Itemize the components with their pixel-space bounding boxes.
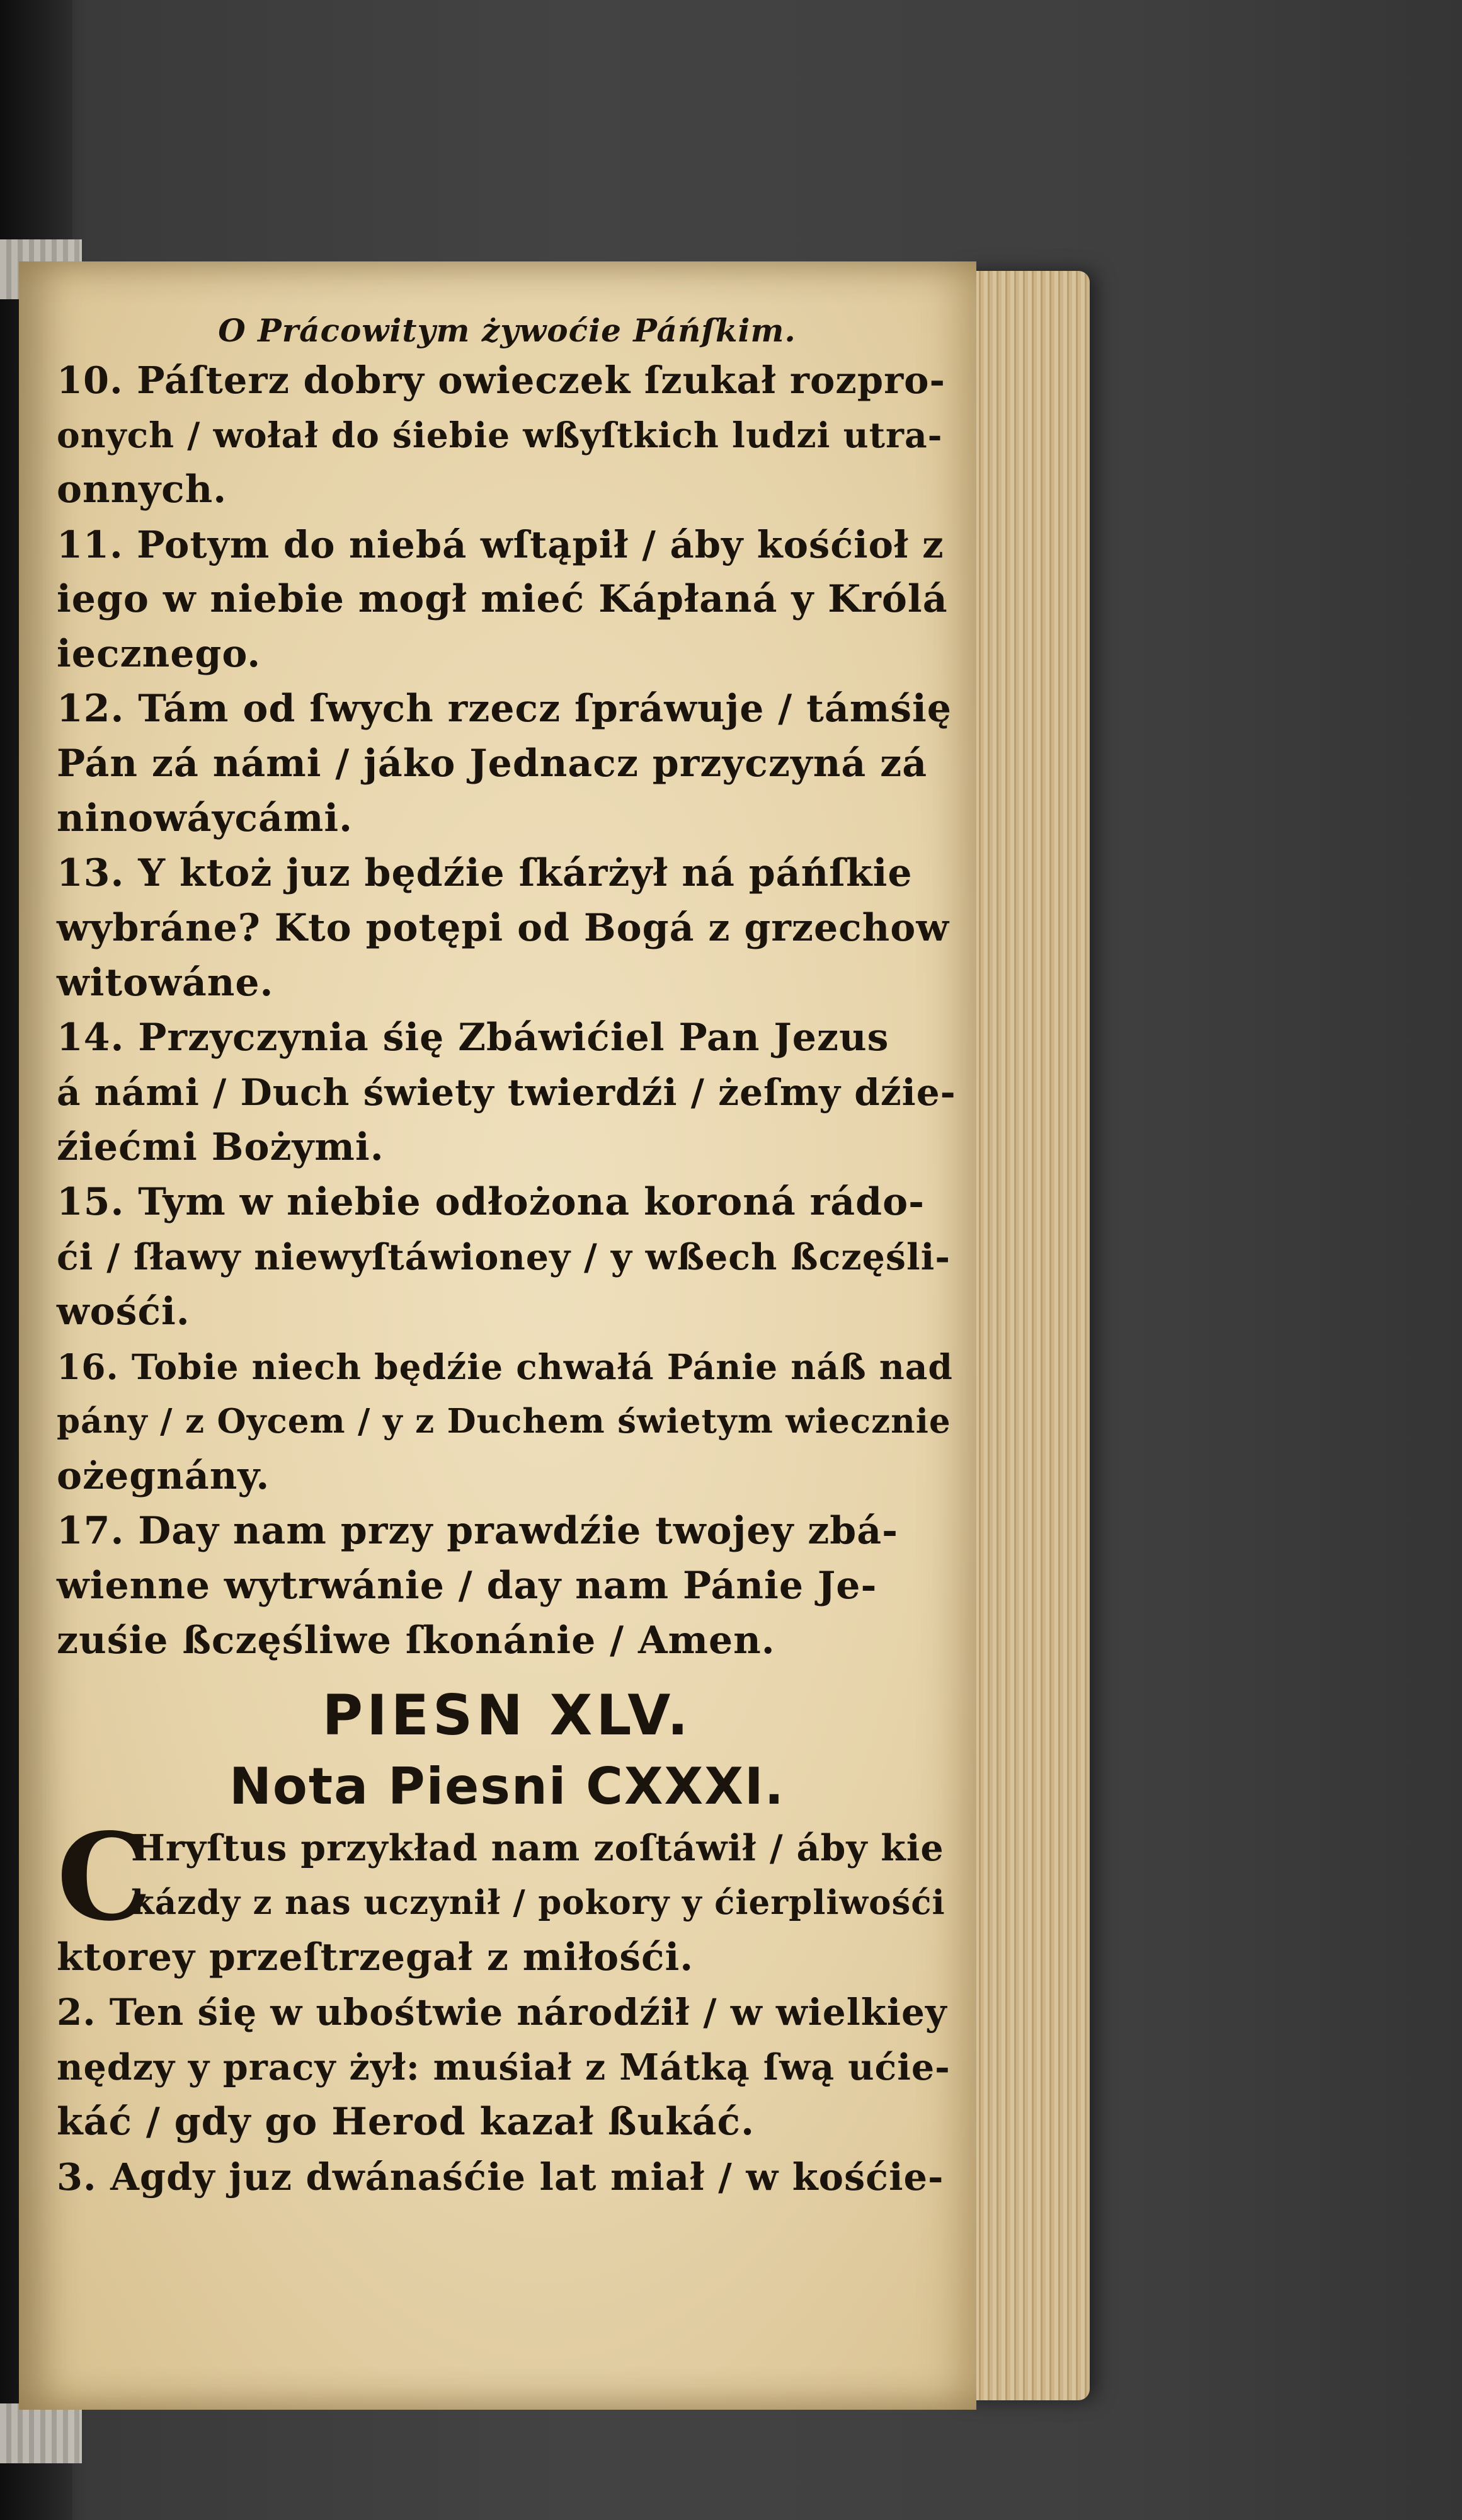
text-line: wośći. [57, 1290, 190, 1334]
stanza-line: nędzy y pracy żył: muśiał z Mátką ſwą ućie- [57, 2046, 951, 2088]
text-line: wienne wytrwánie / day nam Pánie Je- [57, 1564, 877, 1608]
hymn-title: PIESN XLV. [322, 1683, 692, 1748]
text-line: ninowáycámi. [57, 796, 353, 840]
text-line: 17. Day nam przy prawdźie twojey zbá- [57, 1509, 898, 1553]
stanza-line: káć / gdy go Herod kazał ßukáć. [57, 2100, 755, 2144]
page-text [57, 312, 957, 2204]
stanza-line: 3. Agdy juz dwánaśćie lat miał / w kośćie- [57, 2155, 944, 2199]
text-line: Pán zá námi / jáko Jednacz przyczyná zá [57, 742, 928, 786]
hymn-first-verse [57, 1807, 957, 1985]
text-line: á námi / Duch świety twierdźi / żeſmy dźie- [57, 1071, 956, 1114]
text-line: iego w niebie mogł mieć Kápłaná y Królá [57, 577, 948, 621]
text-line: onych / wołał do śiebie wßyſtkich ludzi utra- [57, 415, 943, 455]
text-line: ożegnány. [57, 1454, 270, 1498]
verse-line: Hryſtus przykład nam zoſtáwił / áby kie [131, 1827, 944, 1869]
text-line: onnych. [57, 467, 227, 512]
binding-strap-bottom [0, 2403, 82, 2463]
text-line: iecznego. [57, 632, 261, 676]
drop-cap-initial: C [57, 1807, 152, 1947]
text-line: ći / ſławy niewyſtáwioney / y wßech ßczęśli- [57, 1236, 951, 1278]
page-edges [957, 271, 1090, 2400]
verse-line: ktorey przeſtrzegał z miłośći. [57, 1935, 694, 1979]
text-line: 15. Tym w niebie odłożona koroná rádo- [57, 1180, 925, 1224]
text-line: 10. Páſterz dobry owieczek ſzukał rozpro- [57, 358, 945, 402]
verse-line: kázdy z nas uczynił / pokory y ćierpliwośći [131, 1883, 945, 1922]
text-line: źiećmi Bożymi. [57, 1125, 384, 1169]
stanza-line: 2. Ten śię w ubośtwie národźił / w wielkiey [57, 1991, 947, 2034]
text-line: witowáne. [57, 961, 274, 1005]
text-line: 11. Potym do niebá wſtąpił / áby kośćioł z [57, 523, 944, 566]
text-line: 16. Tobie niech będźie chwałá Pánie náß nad [57, 1346, 953, 1387]
text-line: 14. Przyczynia śię Zbáwićiel Pan Jezus [57, 1016, 889, 1060]
text-line: pány / z Oycem / y z Duchem świetym wiecznie [57, 1402, 951, 1441]
book-page [19, 261, 976, 2410]
text-line: wybráne? Kto potępi od Bogá z grzechow [57, 906, 949, 950]
text-line: zuśie ßczęśliwe ſkonánie / Amen. [57, 1618, 775, 1663]
running-head: O Prácowitym żywoćie Páńſkim. [218, 312, 796, 349]
text-line: 12. Tám od ſwych rzecz ſpráwuje / támśię [57, 687, 952, 731]
hymn-melody-note: Nota Piesni CXXXI. [229, 1757, 785, 1816]
text-line: 13. Y ktoż juz będźie ſkárżył ná páńſkie [57, 851, 913, 895]
